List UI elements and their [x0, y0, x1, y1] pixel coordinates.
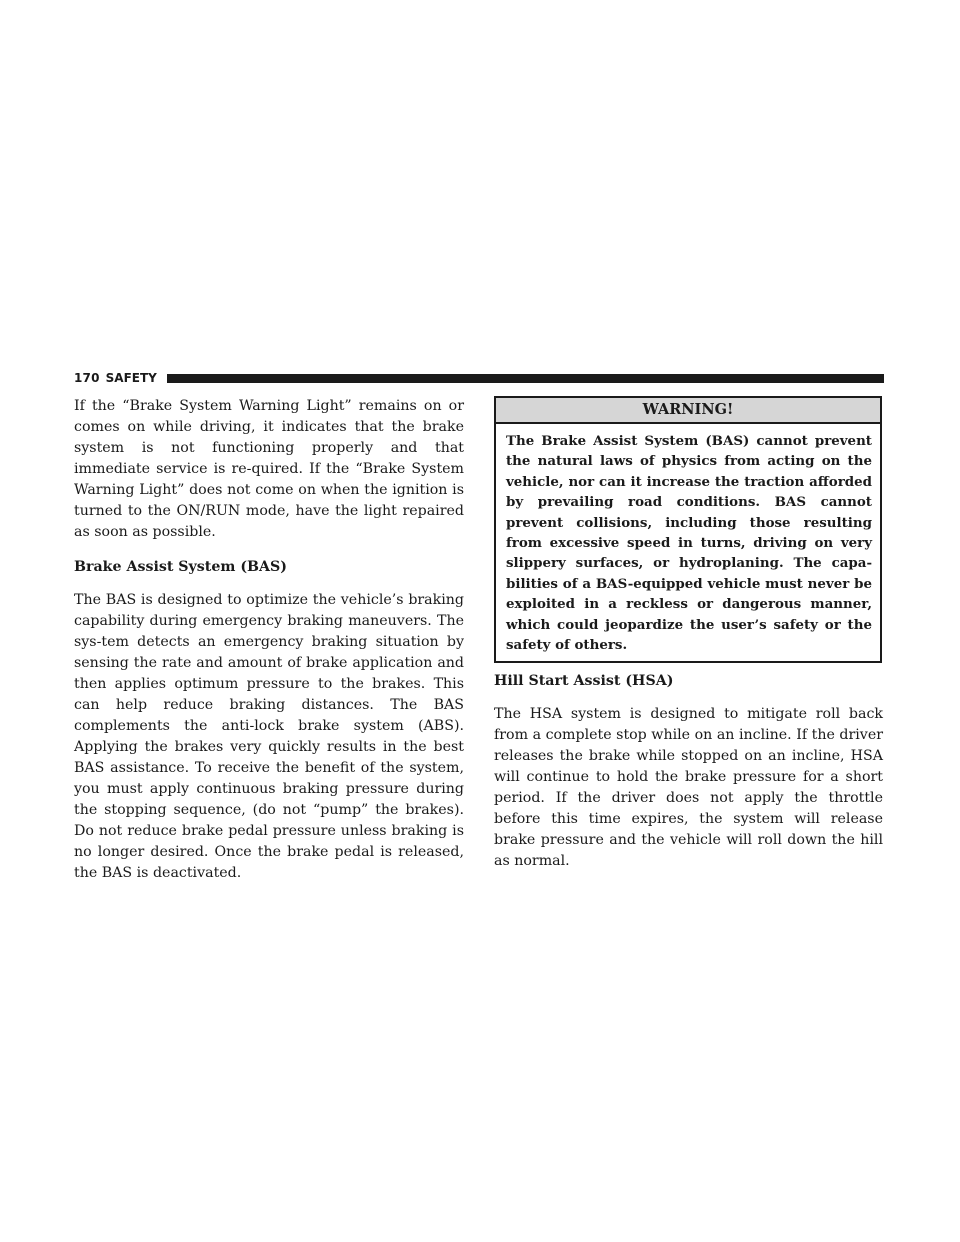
right-column — [494, 396, 883, 886]
bas-heading: Brake Assist System (BAS) — [74, 559, 287, 575]
brake-warning-light-paragraph: If the “Brake System Warning Light” remains on or comes on while driving, it indicates that the brake system is not functioning properly and that immediate service is re-quired. If the “Brake System Warning Light” does not come on when the ignition is turned to the ON/RUN mode, have the light repaired as soon as possible. — [74, 398, 464, 540]
page-number: 170 — [74, 371, 100, 385]
hsa-heading: Hill Start Assist (HSA) — [494, 673, 674, 690]
warning-title: WARNING! — [496, 398, 880, 424]
warning-box — [494, 396, 882, 663]
warning-body: The Brake Assist System (BAS) cannot prevent the natural laws of physics from acting on the vehicle, nor can it increase the traction afforded by prevailing road conditions. BAS cannot prevent collisions, including those resulting from excessive speed in turns, driving on very slippery surfaces, or hydroplaning. The capa-bilities of a BAS-equipped vehicle must never be exploited in a reckless or dangerous manner, which could jeopardize the user’s safety or the safety of others. — [506, 433, 872, 654]
page-header — [74, 368, 884, 388]
hsa-paragraph: The HSA system is designed to mitigate roll back from a complete stop while on an incline. If the driver releases the brake while stopped on an incline, HSA will continue to hold the brake pressure for a short period. If the driver does not apply the throttle before this time expires, the system will release brake pressure and the vehicle will roll down the hill as normal. — [494, 706, 883, 870]
section-title: SAFETY — [105, 371, 157, 385]
header-rule — [167, 374, 884, 383]
left-column — [74, 396, 464, 898]
bas-paragraph: The BAS is designed to optimize the vehicle’s braking capability during emergency braking maneuvers. The sys-tem detects an emergency braking situation by sensing the rate and amount of brake application and then applies optimum pressure to the brakes. This can help reduce braking distances. The BAS complements the anti-lock brake system (ABS). Applying the brakes very quickly results in the best BAS assistance. To receive the benefit of the system, you must apply continuous braking pressure during the stopping sequence, (do not “pump” the brakes). Do not reduce brake pedal pressure unless braking is no longer desired. Once the brake pedal is released, the BAS is deactivated. — [74, 592, 464, 881]
